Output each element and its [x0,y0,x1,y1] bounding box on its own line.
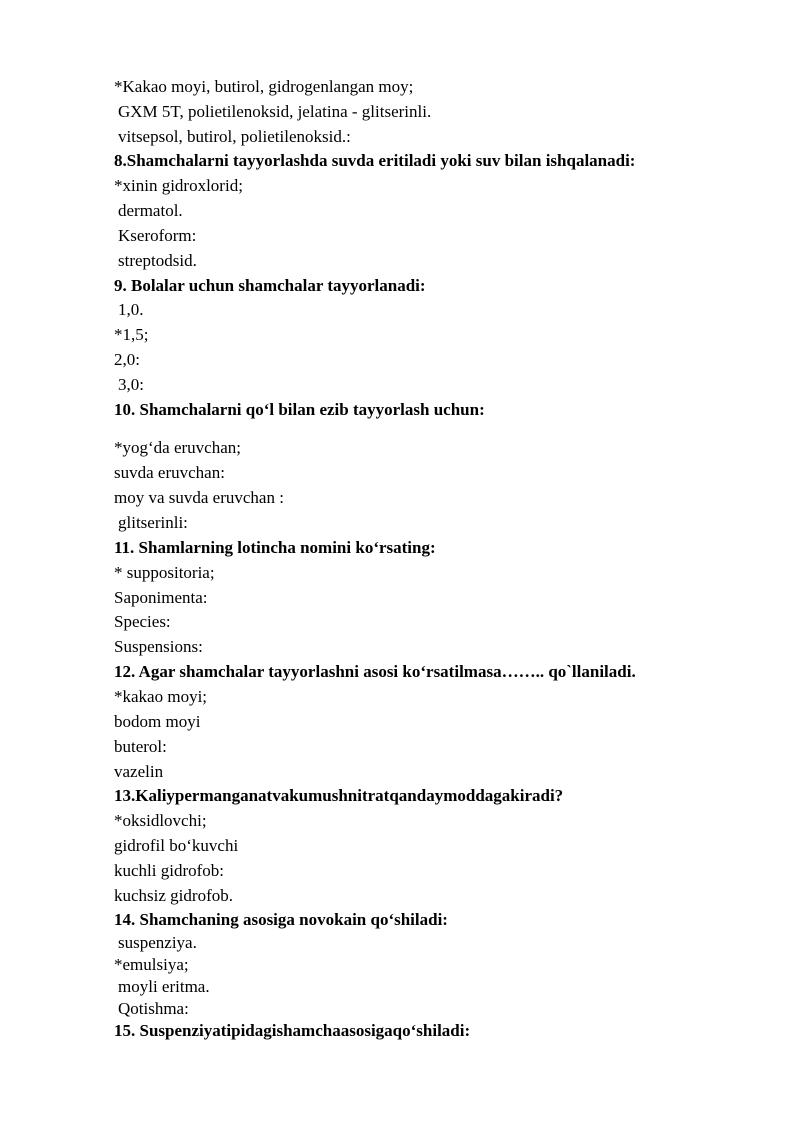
answer-line: *kakao moyi; [114,687,208,706]
answer-line: 2,0: [114,350,140,369]
answer-line: * suppositoria; [114,563,215,582]
answer-line: Species: [114,612,171,631]
answer-line: suspenziya. [118,933,197,952]
answer-line: bodom moyi [114,712,201,731]
question-9: 9. Bolalar uchun shamchalar tayyorlanadi: [114,276,426,295]
question-11: 11. Shamlarning lotincha nomini ko‘rsating: [114,538,436,557]
answer-line: vitsepsol, butirol, polietilenoksid.: [118,127,351,146]
answer-line: *1,5; [114,325,149,344]
question-12: 12. Agar shamchalar tayyorlashni asosi ko‘rsatilmasa…….. qo`llaniladi. [114,662,636,681]
answer-line: *oksidlovchi; [114,811,207,830]
answer-line: glitserinli: [118,513,188,532]
question-14: 14. Shamchaning asosiga novokain qo‘shiladi: [114,910,448,929]
answer-line: kuchsiz gidrofob. [114,886,233,905]
question-15: 15. Suspenziyatipidagishamchaasosigaqo‘shiladi: [114,1021,471,1040]
answer-line: dermatol. [118,201,183,220]
answer-line: 3,0: [118,375,144,394]
answer-line: *yog‘da eruvchan; [114,438,241,457]
answer-line: moy va suvda eruvchan : [114,488,284,507]
answer-line: Kseroform: [118,226,197,245]
question-10: 10. Shamchalarni qo‘l bilan ezib tayyorlash uchun: [114,400,485,419]
answer-line: kuchli gidrofob: [114,861,225,880]
answer-line: suvda eruvchan: [114,463,225,482]
answer-line: GXM 5T, polietilenoksid, jelatina - glitserinli. [118,102,432,121]
answer-line: Qotishma: [118,999,189,1018]
answer-line: streptodsid. [118,251,197,270]
answer-line: 1,0. [118,300,144,319]
answer-line: *xinin gidroxlorid; [114,176,243,195]
question-13: 13.Kaliypermanganatvakumushnitratqandaymoddagakiradi? [114,786,564,805]
answer-line: Saponimenta: [114,588,208,607]
answer-line: gidrofil bo‘kuvchi [114,836,239,855]
answer-line: *emulsiya; [114,955,189,974]
answer-line: moyli eritma. [118,977,210,996]
question-8: 8.Shamchalarni tayyorlashda suvda eritiladi yoki suv bilan ishqalanadi: [114,151,636,170]
answer-line: buterol: [114,737,167,756]
answer-line: *Kakao moyi, butirol, gidrogenlangan moy; [114,77,414,96]
answer-line: vazelin [114,762,164,781]
answer-line: Suspensions: [114,637,203,656]
